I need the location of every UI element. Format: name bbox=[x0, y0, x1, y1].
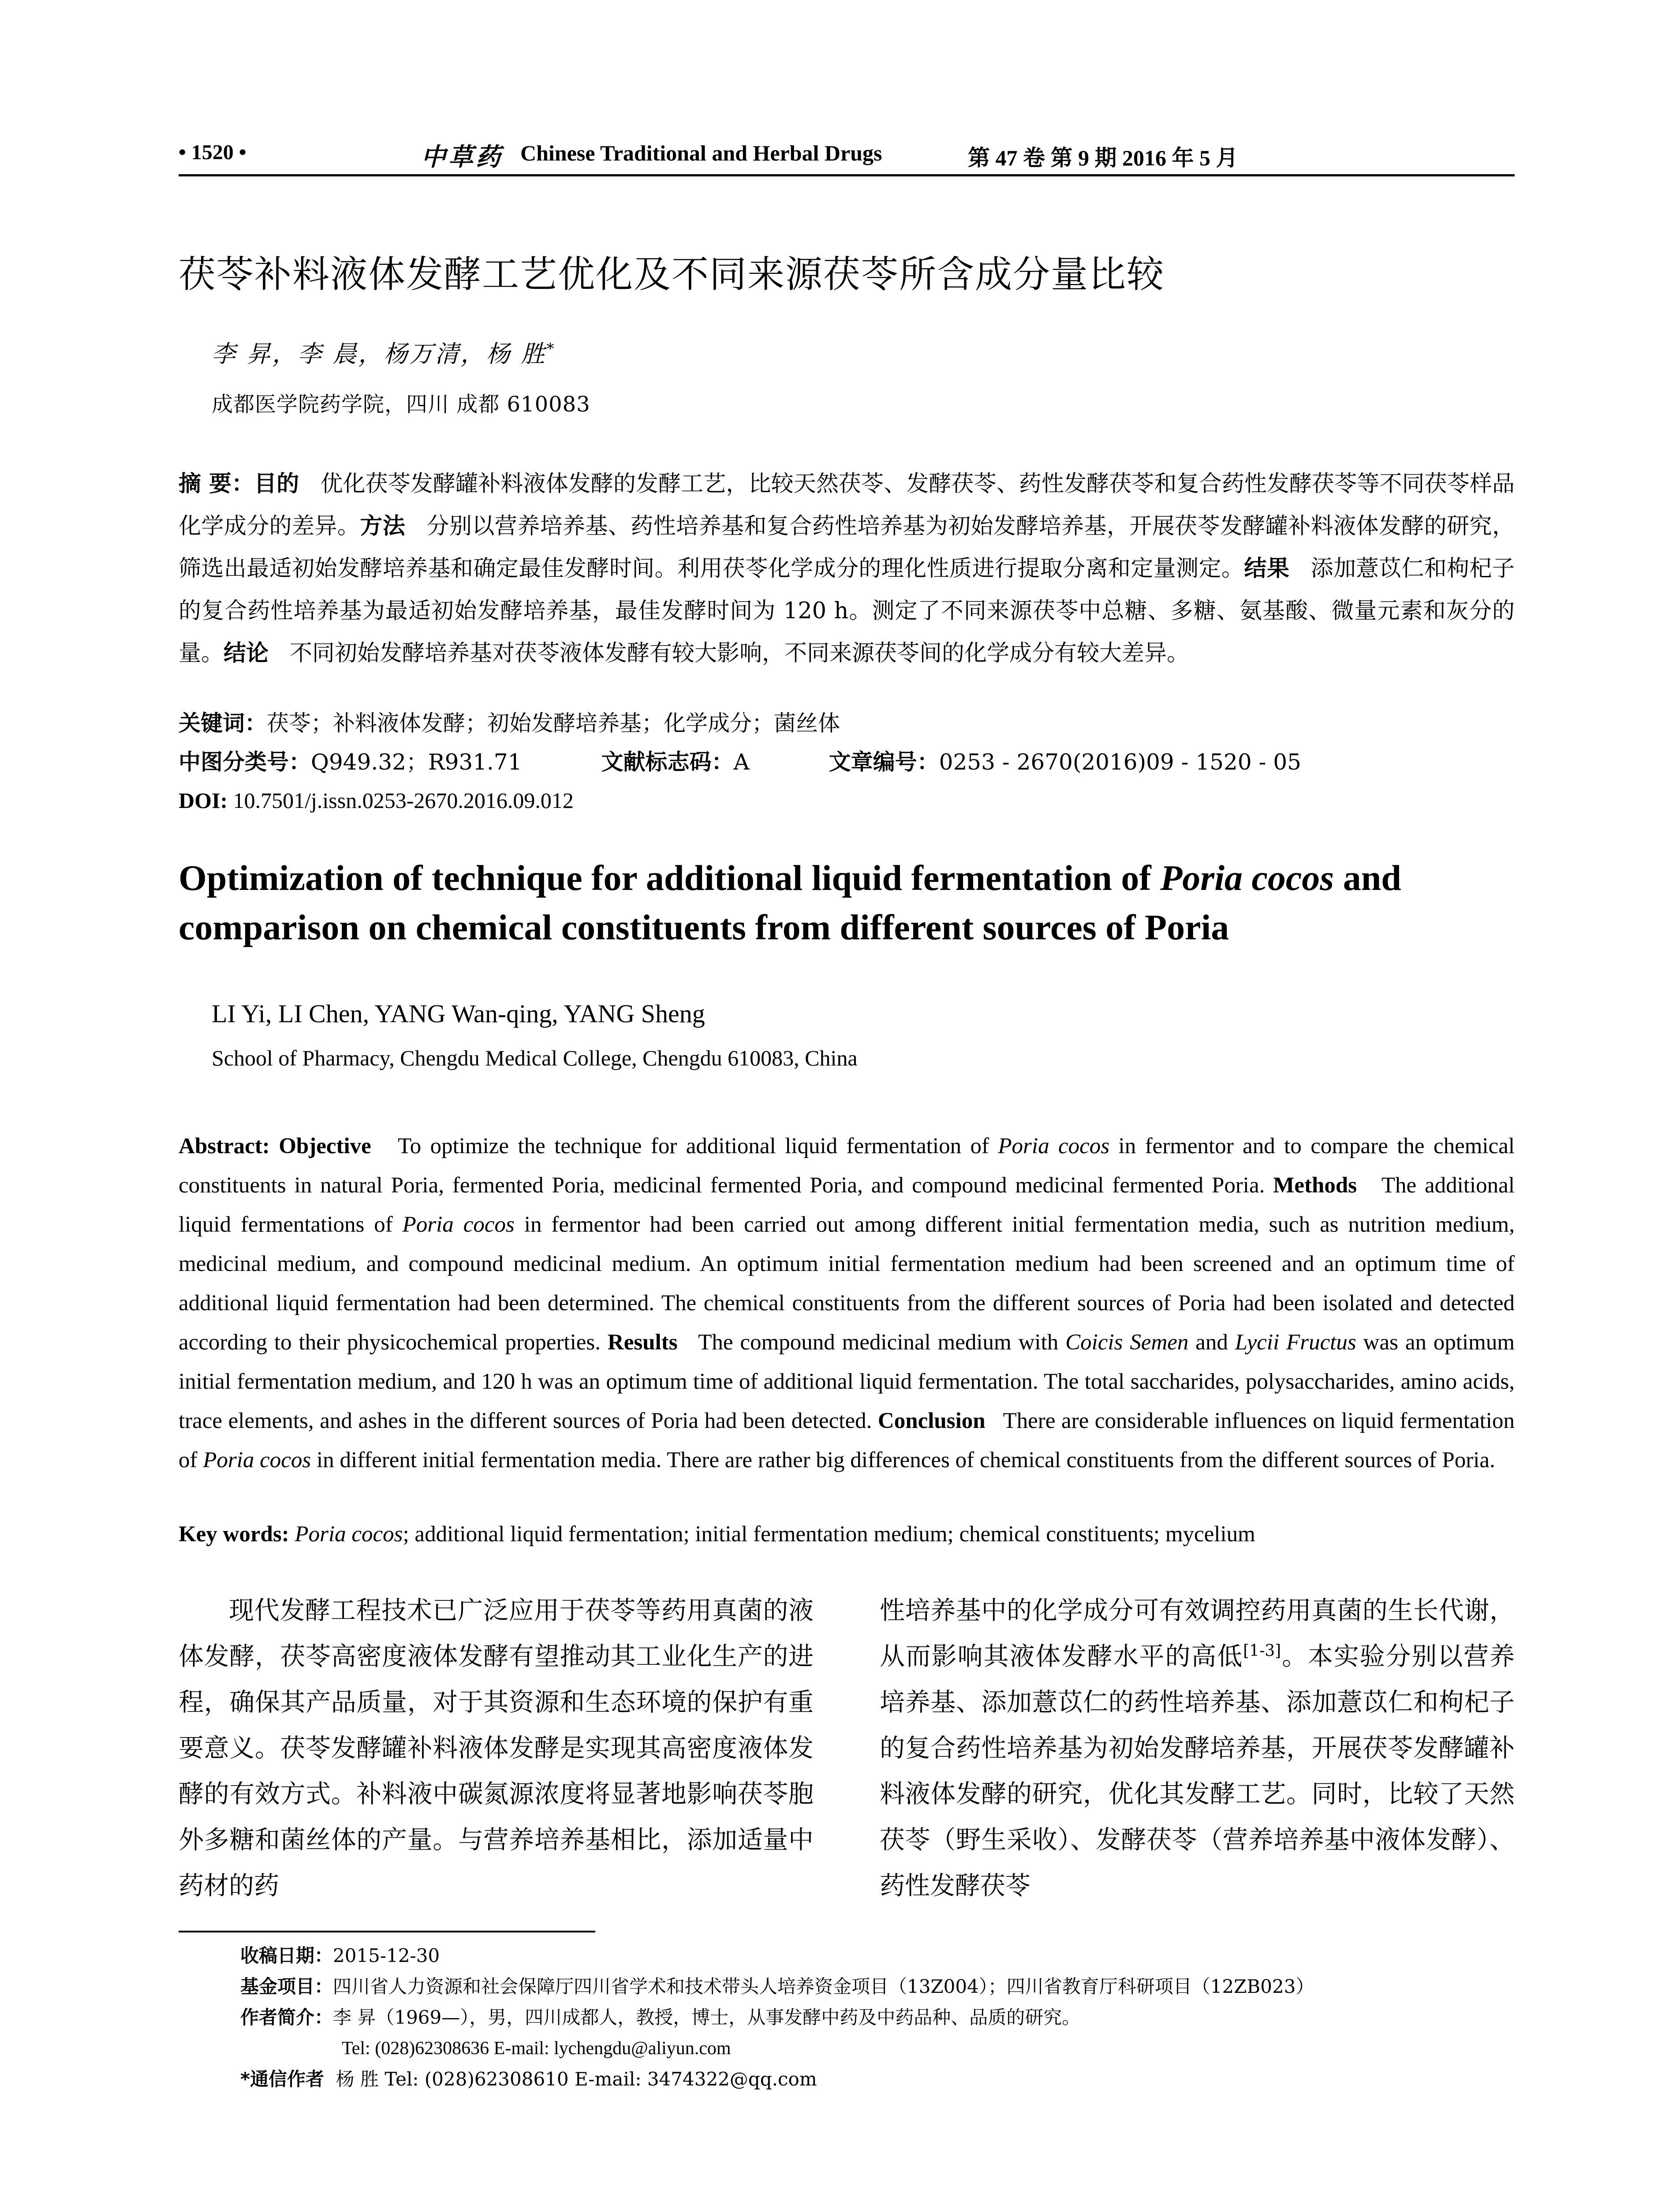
title-english bbox=[179, 853, 1523, 952]
header-rule bbox=[179, 174, 1515, 176]
abstract-label: 摘 要： bbox=[179, 471, 254, 497]
author-bio-text: 李 昇（1969—），男，四川成都人，教授，博士，从事发酵中药及中药品种、品质的研究。 bbox=[333, 2007, 1081, 2028]
body-column-left bbox=[179, 1588, 814, 1909]
objective-en-text-2: in fermentor and to compare the chemical constituents in natural Poria, fermented Poria, medicinal fermented Poria, and compound medicinal fermented Poria. bbox=[179, 1134, 1515, 1198]
body-paragraph-right-1: 性培养基中的化学成分可有效调控药用真菌的生长代谢，从而影响其液体发酵水平的高低 bbox=[880, 1596, 1515, 1671]
methods-en-text-1: The additional liquid fermentations of bbox=[179, 1173, 1515, 1237]
results-en-herb-1: Coicis Semen bbox=[1065, 1330, 1189, 1355]
methods-en-species: Poria cocos bbox=[402, 1212, 515, 1237]
objective-label: 目的 bbox=[254, 471, 299, 497]
keywords-en-label: Key words: bbox=[179, 1522, 289, 1547]
conclusion-en-text-2: in different initial fermentation media. There are rather big differences of chemical constituents from the different sources of Poria. bbox=[311, 1448, 1495, 1472]
affiliation-chinese: 成都医学院药学院，四川 成都 610083 bbox=[212, 392, 590, 417]
received-date: 2015-12-30 bbox=[333, 1945, 440, 1966]
results-en-label: Results bbox=[607, 1330, 678, 1355]
doc-code-label: 文献标志码： bbox=[601, 749, 734, 775]
keywords-english bbox=[179, 1515, 1515, 1554]
body-paragraph-right-2: 。本实验分别以营养培养基、添加薏苡仁的药性培养基、添加薏苡仁和枸杞子的复合药性培养基为初始发酵培养基，开展茯苓发酵罐补料液体发酵的研究，优化其发酵工艺。同时，比较了天然茯苓（野生采收）、发酵茯苓（营养培养基中液体发酵）、药性发酵茯苓 bbox=[880, 1642, 1515, 1900]
title-english-part2: and comparison on chemical constituents from different sources of Poria bbox=[179, 858, 1401, 947]
corresponding-text: 杨 胜 Tel: (028)62308610 E-mail: 3474322@qq.com bbox=[336, 2068, 817, 2090]
methods-text: 分别以营养培养基、药性培养基和复合药性培养基为初始发酵培养基，开展茯苓发酵罐补料液体发酵的研究，筛选出最适初始发酵培养基和确定最佳发酵时间。利用茯苓化学成分的理化性质进行提取分离和定量测定。 bbox=[179, 513, 1515, 582]
results-en-text-1: The compound medicinal medium with bbox=[698, 1330, 1066, 1355]
doi-value[interactable]: 10.7501/j.issn.0253-2670.2016.09.012 bbox=[233, 788, 574, 813]
results-en-herb-2: Lycii Fructus bbox=[1235, 1330, 1356, 1355]
conclusion-en-text-1: There are considerable influences on liquid fermentation of bbox=[179, 1409, 1515, 1472]
conclusion-label: 结论 bbox=[224, 640, 269, 666]
keywords-label: 关键词： bbox=[179, 710, 267, 736]
journal-logo: 中草药 bbox=[421, 142, 503, 172]
title-chinese: 茯苓补料液体发酵工艺优化及不同来源茯苓所含成分量比较 bbox=[179, 253, 1165, 296]
author-bio-label: 作者简介： bbox=[240, 2007, 333, 2028]
objective-en-species: Poria cocos bbox=[998, 1134, 1110, 1159]
methods-en-label: Methods bbox=[1273, 1173, 1357, 1198]
keywords-en-text: ; additional liquid fermentation; initial fermentation medium; chemical constituents; mycelium bbox=[403, 1522, 1255, 1547]
conclusion-en-label: Conclusion bbox=[877, 1409, 986, 1433]
keywords-en-species: Poria cocos bbox=[295, 1522, 403, 1547]
journal-issue: 第 47 卷 第 9 期 2016 年 5 月 bbox=[968, 146, 1238, 170]
fund-label: 基金项目： bbox=[240, 1976, 333, 1997]
abstract-chinese bbox=[179, 463, 1515, 675]
doi-label: DOI: bbox=[179, 788, 228, 813]
corresponding-mark: * bbox=[546, 340, 556, 358]
corresponding-label: *通信作者 bbox=[240, 2068, 324, 2090]
authors-chinese-names: 李 昇，李 晨，杨万清，杨 胜 bbox=[212, 340, 547, 368]
article-no-label: 文章编号： bbox=[829, 749, 939, 775]
conclusion-text: 不同初始发酵培养基对茯苓液体发酵有较大影响，不同来源茯苓间的化学成分有较大差异。 bbox=[290, 640, 1190, 666]
conclusion-en-species: Poria cocos bbox=[203, 1448, 311, 1472]
results-label: 结果 bbox=[1244, 556, 1290, 582]
footnote-author-contact: Tel: (028)62308636 E-mail: lychengdu@aliyun.com bbox=[342, 2038, 731, 2059]
results-en-text-3: was an optimum initial fermentation medium, and 120 h was an optimum time of additional liquid fermentation. The total saccharides, polysaccharides, amino acids, trace elements, and ashes in the different sources of Poria had been detected. bbox=[179, 1330, 1515, 1433]
fund-text: 四川省人力资源和社会保障厅四川省学术和技术带头人培养资金项目（13Z004）；四川省教育厅科研项目（12ZB023） bbox=[333, 1976, 1314, 1997]
objective-en-label: Objective bbox=[279, 1134, 371, 1159]
footnote-author-bio bbox=[240, 2002, 1080, 2033]
results-text: 添加薏苡仁和枸杞子的复合药性培养基为最适初始发酵培养基，最佳发酵时间为 120 h。测定了不同来源茯苓中总糖、多糖、氨基酸、微量元素和灰分的量。 bbox=[179, 556, 1515, 666]
keywords-chinese bbox=[179, 703, 840, 743]
journal-name: Chinese Traditional and Herbal Drugs bbox=[520, 141, 882, 165]
footnote-corresponding bbox=[240, 2064, 817, 2095]
keywords-text: 茯苓；补料液体发酵；初始发酵培养基；化学成分；菌丝体 bbox=[267, 710, 840, 736]
results-en-text-2: and bbox=[1188, 1330, 1235, 1355]
body-paragraph-left: 现代发酵工程技术已广泛应用于茯苓等药用真菌的液体发酵，茯苓高密度液体发酵有望推动其工业化生产的进程，确保其产品质量，对于其资源和生态环境的保护有重要意义。茯苓发酵罐补料液体发酵是实现其高密度液体发酵的有效方式。补料液中碳氮源浓度将显著地影响茯苓胞外多糖和菌丝体的产量。与营养培养基相比，添加适量中药材的药 bbox=[179, 1596, 814, 1900]
clc-label: 中图分类号： bbox=[179, 749, 311, 775]
classification-line bbox=[179, 742, 1301, 782]
doc-code-value: A bbox=[733, 749, 750, 775]
methods-en-text-2: in fermentor had been carried out among different initial fermentation media, such as nutrition medium, medicinal medium, and compound medicinal medium. An optimum initial fermentation medium had been screened and an optimum time of additional liquid fermentation had been determined. The chemical constituents from the different sources of Poria had been isolated and detected according to their physicochemical properties. bbox=[179, 1212, 1515, 1355]
title-english-species: Poria cocos bbox=[1160, 858, 1334, 898]
methods-label: 方法 bbox=[360, 513, 406, 539]
objective-en-text-1: To optimize the technique for additional liquid fermentation of bbox=[398, 1134, 998, 1159]
footnote-received bbox=[240, 1940, 440, 1971]
received-label: 收稿日期： bbox=[240, 1945, 333, 1966]
objective-text: 优化茯苓发酵罐补料液体发酵的发酵工艺，比较天然茯苓、发酵茯苓、药性发酵茯苓和复合药性发酵茯苓等不同茯苓样品化学成分的差异。 bbox=[179, 471, 1515, 539]
footnote-rule bbox=[179, 1931, 595, 1932]
clc-value: Q949.32；R931.71 bbox=[311, 749, 522, 775]
affiliation-english: School of Pharmacy, Chengdu Medical College, Chengdu 610083, China bbox=[212, 1046, 858, 1070]
authors-english: LI Yi, LI Chen, YANG Wan-qing, YANG Sheng bbox=[212, 999, 705, 1028]
title-english-part1: Optimization of technique for additional liquid fermentation of bbox=[179, 858, 1161, 898]
citation-ref[interactable]: [1-3] bbox=[1243, 1642, 1281, 1660]
body-column-right bbox=[880, 1588, 1515, 1909]
article-no-value: 0253 - 2670(2016)09 - 1520 - 05 bbox=[939, 749, 1301, 775]
page-number: • 1520 • bbox=[179, 141, 246, 164]
footnote-funding bbox=[240, 1971, 1314, 2002]
abstract-english bbox=[179, 1127, 1515, 1480]
authors-chinese bbox=[212, 335, 556, 369]
doi-line bbox=[179, 781, 574, 820]
abstract-en-label: Abstract: bbox=[179, 1134, 270, 1159]
